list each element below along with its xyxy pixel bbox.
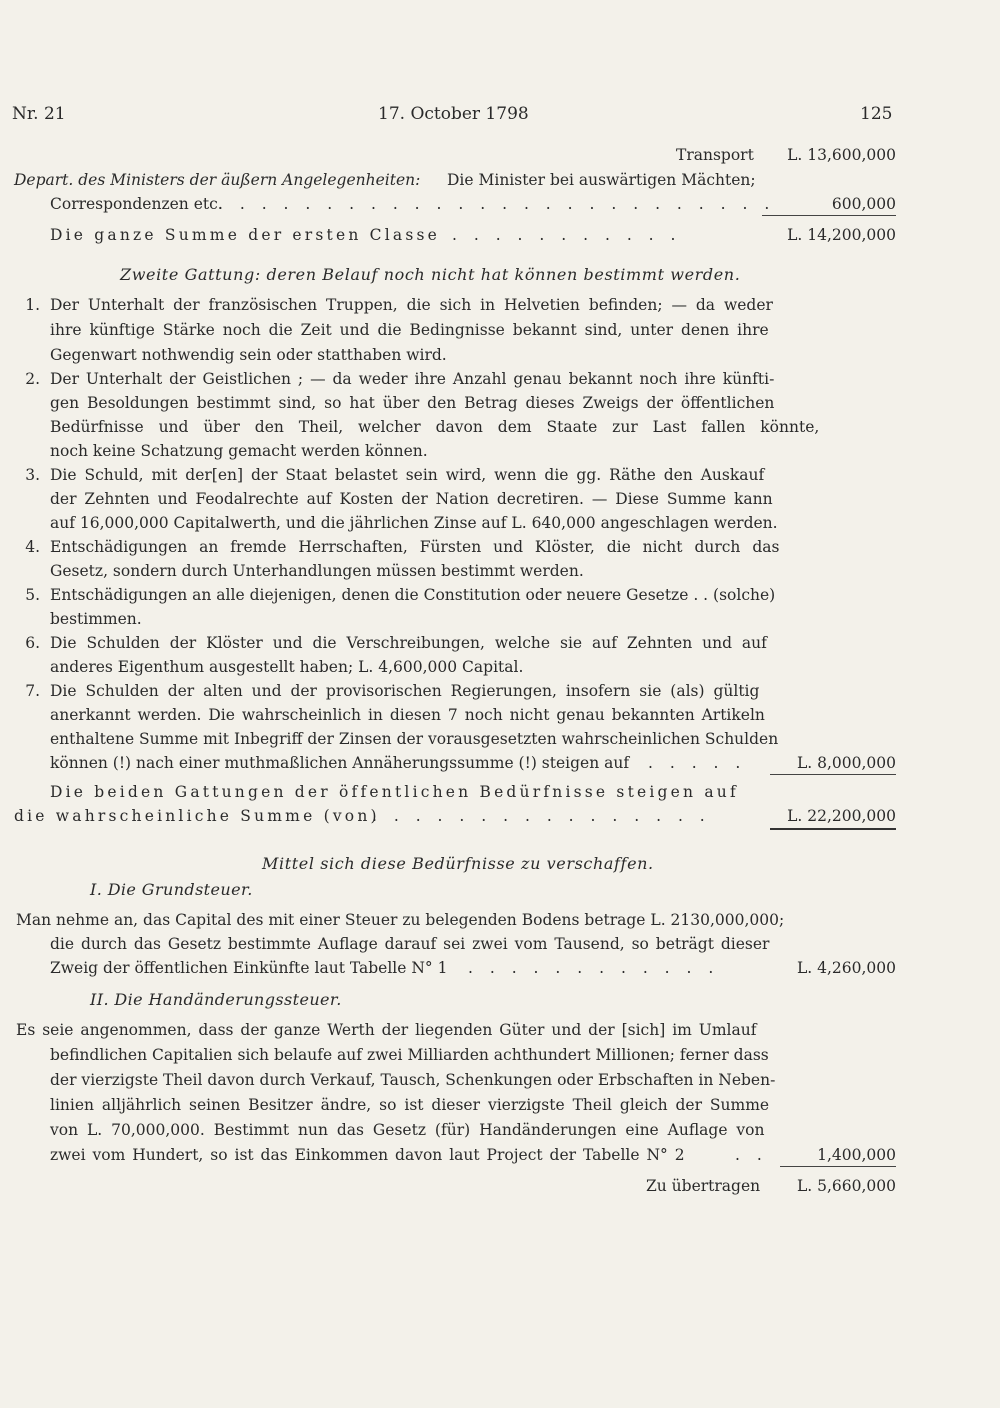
- section-2-dots: . .: [735, 1146, 768, 1164]
- depart-dots: . . . . . . . . . . . . . . . . . . . . . . . . . .: [218, 195, 776, 213]
- sum-rule-2: [770, 774, 896, 775]
- item-line: enthaltene Summe mit Inbegriff der Zinsen der vorausgesetzten wahrscheinlichen Schulden: [50, 730, 779, 748]
- item-line: der Zehnten und Feodalrechte auf Kosten der Nation decretiren. — Diese Summe kann: [50, 490, 773, 508]
- section-1-line: Zweig der öffentlichen Einkünfte laut Tabelle N° 1: [50, 959, 448, 977]
- item-line: Die Schulden der alten und der provisorischen Regierungen, insofern sie (als) gültig: [50, 682, 760, 700]
- depart-line2-label: Correspondenzen etc.: [50, 195, 223, 213]
- section-2-line: befindlichen Capitalien sich belaufe auf zwei Milliarden achthundert Millionen; ferner dass: [50, 1046, 769, 1064]
- item-line: Entschädigungen an fremde Herrschaften, Fürsten und Klöster, die nicht durch das: [50, 538, 780, 556]
- item-line: anderes Eigenthum ausgestellt haben; L. 4,600,000 Capital.: [50, 658, 524, 676]
- transport-amount: L. 13,600,000: [787, 146, 896, 164]
- depart-amount: 600,000: [831, 195, 896, 213]
- item-line: Entschädigungen an alle diejenigen, denen die Constitution oder neuere Gesetze . . (solche): [50, 586, 776, 604]
- total-first-amount: L. 14,200,000: [787, 226, 896, 244]
- item-number: 2.: [25, 370, 40, 388]
- item-number: 6.: [25, 634, 40, 652]
- total-first-dots: . . . . . . . . . . .: [452, 226, 682, 244]
- item-line: können (!) nach einer muthmaßlichen Annäherungssumme (!) steigen auf: [50, 754, 630, 772]
- heading-second-category: Zweite Gattung: deren Belauf noch nicht hat können bestimmt werden.: [120, 265, 741, 284]
- item-line: bestimmen.: [50, 610, 142, 628]
- item-number: 1.: [25, 296, 40, 314]
- sum-rule-3: [780, 1166, 896, 1167]
- sum-rule-1: [762, 215, 896, 216]
- page-header-left: Nr. 21: [12, 104, 66, 124]
- item-line: anerkannt werden. Die wahrscheinlich in diesen 7 noch nicht genau bekannten Artikeln: [50, 706, 765, 724]
- depart-text: Die Minister bei auswärtigen Mächten;: [447, 171, 756, 189]
- carry-label: Zu übertragen: [646, 1177, 761, 1195]
- section-2-line: von L. 70,000,000. Bestimmt nun das Gesetz (für) Handänderungen eine Auflage von: [50, 1121, 765, 1139]
- item-7-dots: . . . . .: [648, 754, 747, 772]
- item-line: auf 16,000,000 Capitalwerth, und die jährlichen Zinse auf L. 640,000 angeschlagen werden.: [50, 514, 778, 532]
- section-1-line: die durch das Gesetz bestimmte Auflage darauf sei zwei vom Tausend, so beträgt dieser: [50, 935, 770, 953]
- section-1-title: I. Die Grundsteuer.: [90, 880, 253, 899]
- item-line: noch keine Schatzung gemacht werden können.: [50, 442, 428, 460]
- item-number: 5.: [25, 586, 40, 604]
- page-header-date: 17. October 1798: [378, 104, 529, 124]
- item-line: Der Unterhalt der französischen Truppen, die sich in Helvetien befinden; — da weder: [50, 296, 773, 314]
- section-1-amount: L. 4,260,000: [796, 959, 896, 977]
- section-2-line: der vierzigste Theil davon durch Verkauf, Tausch, Schenkungen oder Erbschaften in Neben-: [50, 1071, 776, 1089]
- transport-label: Transport: [676, 146, 754, 164]
- item-line: Gesetz, sondern durch Unterhandlungen müssen bestimmt werden.: [50, 562, 584, 580]
- total-both-line1: Die beiden Gattungen der öffentlichen Bedürfnisse steigen auf: [50, 783, 739, 801]
- double-rule: [770, 828, 896, 830]
- item-number: 4.: [25, 538, 40, 556]
- section-1-dots: . . . . . . . . . . . .: [468, 959, 720, 977]
- item-line: Bedürfnisse und über den Theil, welcher davon dem Staate zur Last fallen könnte,: [50, 418, 820, 436]
- section-1-line: Man nehme an, das Capital des mit einer Steuer zu belegenden Bodens betrage L. 2130,000,000;: [16, 911, 785, 929]
- item-line: Der Unterhalt der Geistlichen ; — da weder ihre Anzahl genau bekannt noch ihre künfti-: [50, 370, 775, 388]
- heading-means: Mittel sich diese Bedürfnisse zu verschaffen.: [262, 854, 654, 873]
- total-first-label: Die ganze Summe der ersten Classe: [50, 226, 441, 244]
- item-line: gen Besoldungen bestimmt sind, so hat über den Betrag dieses Zweigs der öffentlichen: [50, 394, 775, 412]
- section-2-amount: 1,400,000: [817, 1146, 896, 1164]
- page-number: 125: [860, 104, 893, 124]
- section-2-title: II. Die Handänderungssteuer.: [90, 990, 342, 1009]
- depart-italic-lead: Depart. des Ministers der äußern Angelegenheiten:: [14, 171, 421, 189]
- item-number: 7.: [25, 682, 40, 700]
- item-line: Gegenwart nothwendig sein oder statthaben wird.: [50, 346, 447, 364]
- total-both-dots: . . . . . . . . . . . . . . . .: [372, 807, 711, 825]
- section-2-line: Es seie angenommen, dass der ganze Werth der liegenden Güter und der [sich] im Umlauf: [16, 1021, 757, 1039]
- item-line: Die Schuld, mit der[en] der Staat belastet sein wird, wenn die gg. Räthe den Auskauf: [50, 466, 765, 484]
- total-both-line2: die wahrscheinliche Summe (von): [14, 807, 380, 825]
- item-line: ihre künftige Stärke noch die Zeit und die Bedingnisse bekannt sind, unter denen ihre: [50, 321, 769, 339]
- carry-amount: L. 5,660,000: [796, 1177, 896, 1195]
- item-number: 3.: [25, 466, 40, 484]
- total-both-amount: L. 22,200,000: [787, 807, 896, 825]
- item-7-amount: L. 8,000,000: [796, 754, 896, 772]
- section-2-line: zwei vom Hundert, so ist das Einkommen davon laut Project der Tabelle N° 2: [50, 1146, 685, 1164]
- section-2-line: linien alljährlich seinen Besitzer ändre, so ist dieser vierzigste Theil gleich der Summe: [50, 1096, 770, 1114]
- item-line: Die Schulden der Klöster und die Verschreibungen, welche sie auf Zehnten und auf: [50, 634, 767, 652]
